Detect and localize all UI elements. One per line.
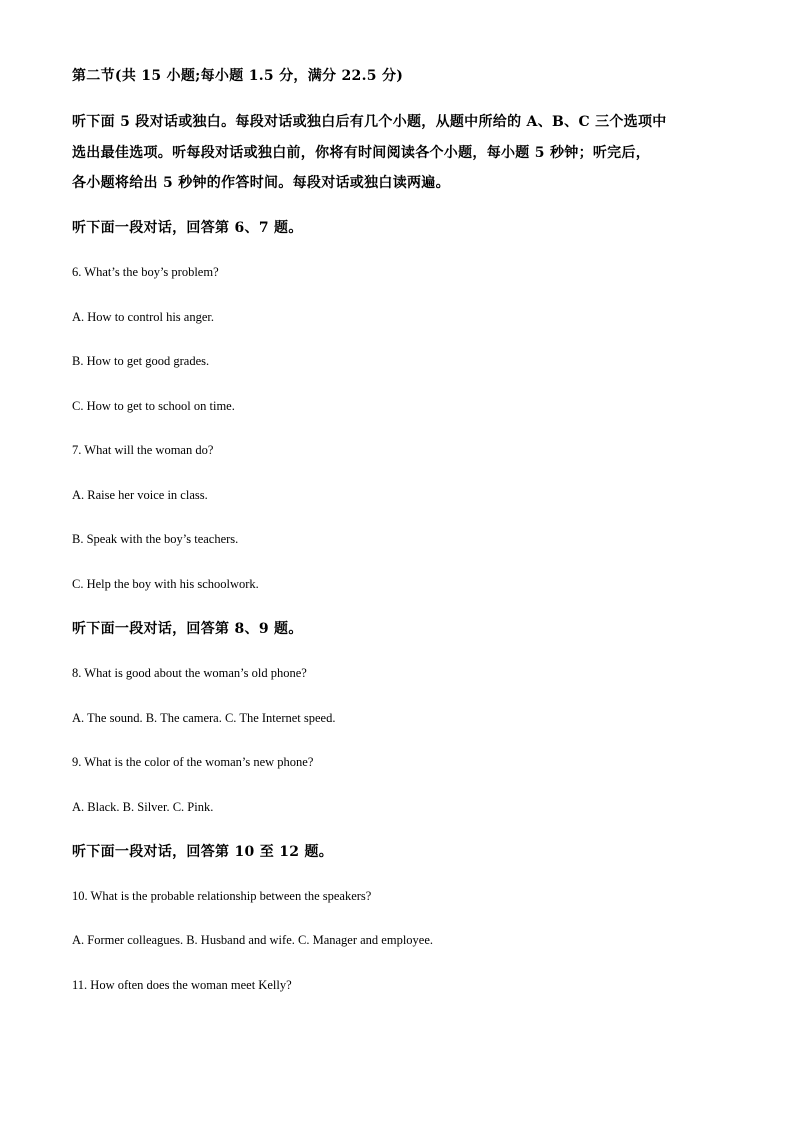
q7-option-a: A. Raise her voice in class. (72, 488, 208, 502)
question-11: 11. How often does the woman meet Kelly? (72, 978, 292, 992)
q10-options: A. Former colleagues. B. Husband and wife. C. Manager and employee. (72, 933, 434, 947)
question-6: 6. What’s the boy’s problem? (72, 265, 219, 279)
group-heading-8-9: 听下面一段对话，回答第 8、9 题。 (72, 621, 303, 637)
group-heading-10-12: 听下面一段对话，回答第 10 至 12 题。 (72, 844, 334, 860)
question-8: 8. What is good about the woman’s old phone? (72, 666, 307, 680)
instructions-line-3: 各小题将给出 5 秒钟的作答时间。每段对话或独白读两遍。 (72, 175, 450, 191)
q8-options: A. The sound. B. The camera. C. The Internet speed. (72, 711, 336, 725)
q9-options: A. Black. B. Silver. C. Pink. (72, 800, 214, 814)
q6-option-c: C. How to get to school on time. (72, 399, 235, 413)
instructions-line-2: 选出最佳选项。听每段对话或独白前，你将有时间阅读各个小题，每小题 5 秒钟；听完后， (72, 145, 651, 161)
question-10: 10. What is the probable relationship between the speakers? (72, 889, 372, 903)
question-9: 9. What is the color of the woman’s new phone? (72, 755, 314, 769)
q7-option-c: C. Help the boy with his schoolwork. (72, 577, 259, 591)
q6-option-b: B. How to get good grades. (72, 354, 210, 368)
group-heading-6-7: 听下面一段对话，回答第 6、7 题。 (72, 220, 303, 236)
instructions-line-1: 听下面 5 段对话或独白。每段对话或独白后有几个小题，从题中所给的 A、B、C 三个选项中 (72, 114, 667, 130)
question-7: 7. What will the woman do? (72, 443, 214, 457)
q7-option-b: B. Speak with the boy’s teachers. (72, 532, 239, 546)
section-header: 第二节(共 15 小题;每小题 1.5 分，满分 22.5 分) (72, 68, 404, 84)
q6-option-a: A. How to control his anger. (72, 310, 214, 324)
